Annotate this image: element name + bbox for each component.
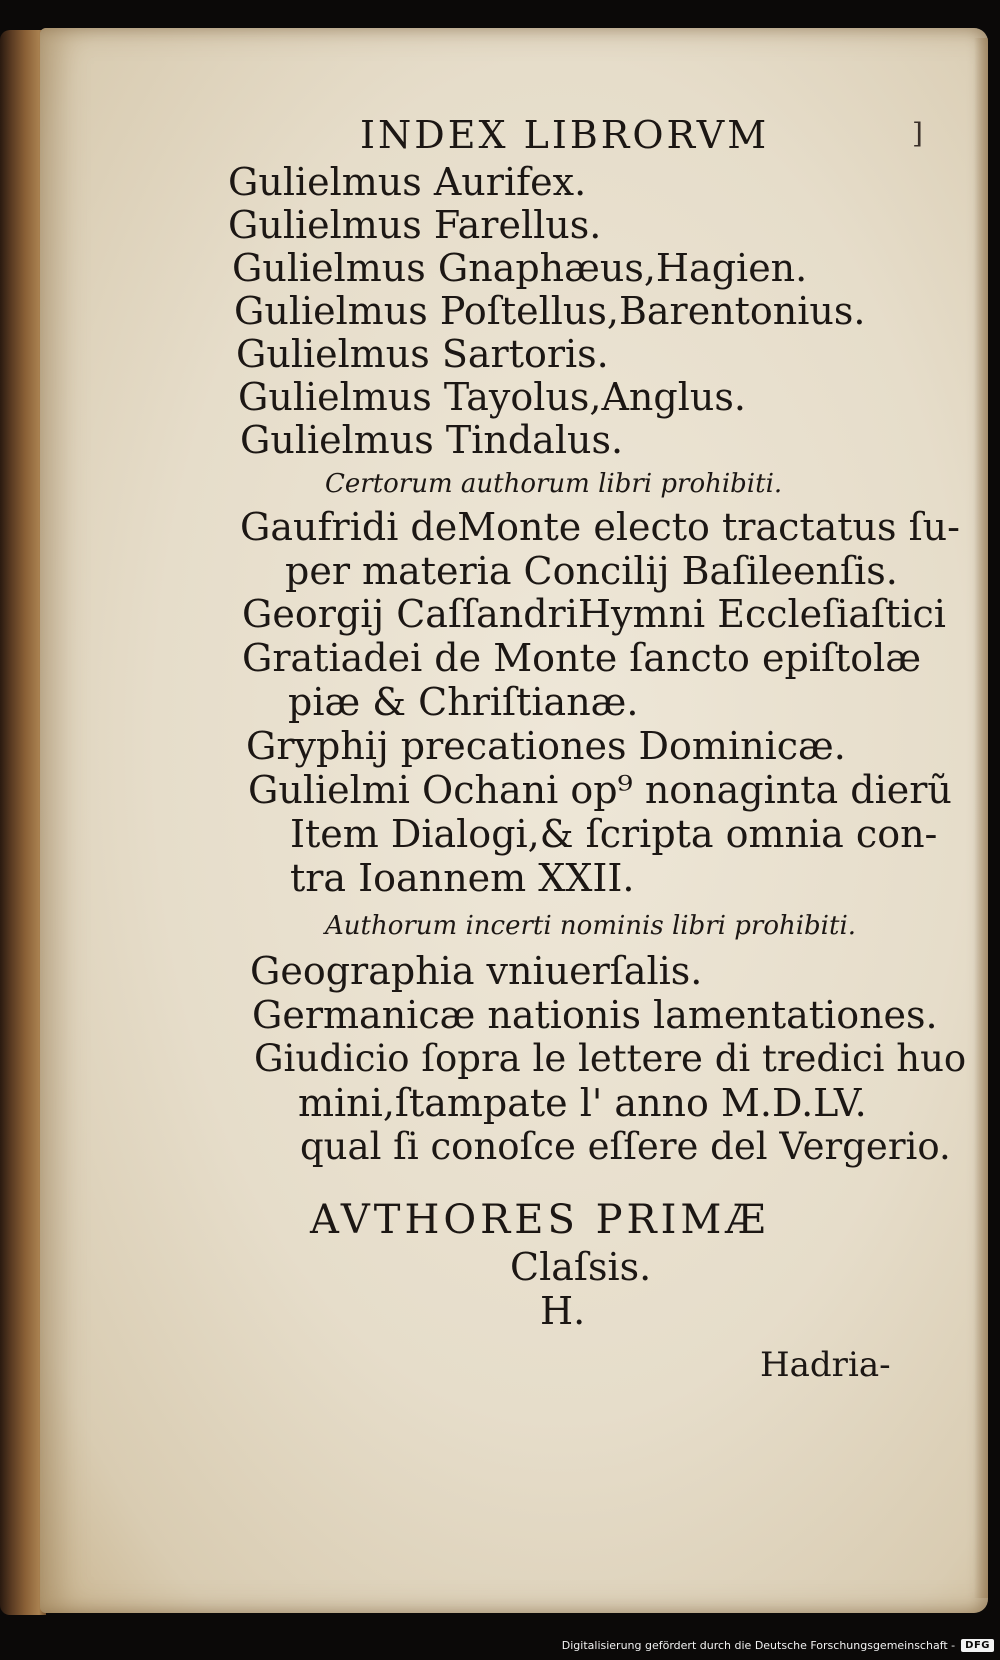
index-entry: Gryphij precationes Dominicæ. (246, 724, 846, 768)
index-entry: Gaufridi deMonte electo tractatus ſu- (240, 505, 960, 549)
index-entry: Gulielmi Ochani op⁹ nonaginta dierũ (248, 768, 952, 812)
index-entry-continuation: qual ſi conoſce eſſere del Vergerio. (300, 1125, 951, 1168)
index-entry: Gulielmus Aurifex. (228, 160, 587, 204)
index-entry-continuation: tra Ioannem XXII. (290, 856, 635, 900)
index-entry-continuation: per materia Concilij Baſileenſis. (285, 549, 898, 593)
index-entry: Gulielmus Gnaphæus,Hagien. (232, 246, 808, 290)
section-rubric: Certorum authorum libri prohibiti. (325, 469, 783, 499)
running-header: INDEX LIBRORVM (360, 113, 770, 157)
index-entry: Germanicæ nationis lamentationes. (252, 993, 938, 1037)
page-text (40, 28, 988, 1613)
index-entry: Gulielmus Sartoris. (236, 332, 609, 376)
class-subheading: Claſsis. (510, 1245, 652, 1289)
index-entry: Gulielmus Farellus. (228, 203, 602, 247)
index-entry-continuation: Item Dialogi,& ſcripta omnia con- (290, 812, 938, 856)
dfg-logo: DFG (961, 1639, 994, 1652)
catchword: Hadria- (760, 1345, 891, 1385)
index-entry-continuation: piæ & Chriſtianæ. (288, 680, 639, 724)
section-rubric: Authorum incerti nominis libri prohibiti. (325, 911, 857, 941)
digitization-credit (562, 1636, 994, 1654)
index-entry: Gulielmus Tindalus. (240, 418, 624, 462)
index-entry: Gratiadei de Monte ſancto epiſtolæ (242, 636, 922, 680)
index-entry-continuation: mini,ſtampate l' anno M.D.LV. (298, 1081, 867, 1125)
index-entry: Gulielmus Tayolus,Anglus. (238, 375, 746, 419)
credit-text: Digitalisierung gefördert durch die Deutsche Forschungsgemeinschaft - (561, 1638, 956, 1652)
index-entry: Geographia vniuerſalis. (250, 949, 703, 993)
index-entry: Georgij CaſſandriHymni Eccleſiaſtici (242, 592, 946, 636)
index-entry: Gulielmus Poſtellus,Barentonius. (234, 289, 866, 333)
book-page (40, 28, 988, 1613)
letter-heading: H. (540, 1289, 586, 1333)
margin-mark: ] (912, 117, 923, 150)
index-entry: Giudicio ſopra le lettere di tredici huo (254, 1037, 967, 1080)
class-heading: AVTHORES PRIMÆ (310, 1197, 770, 1243)
